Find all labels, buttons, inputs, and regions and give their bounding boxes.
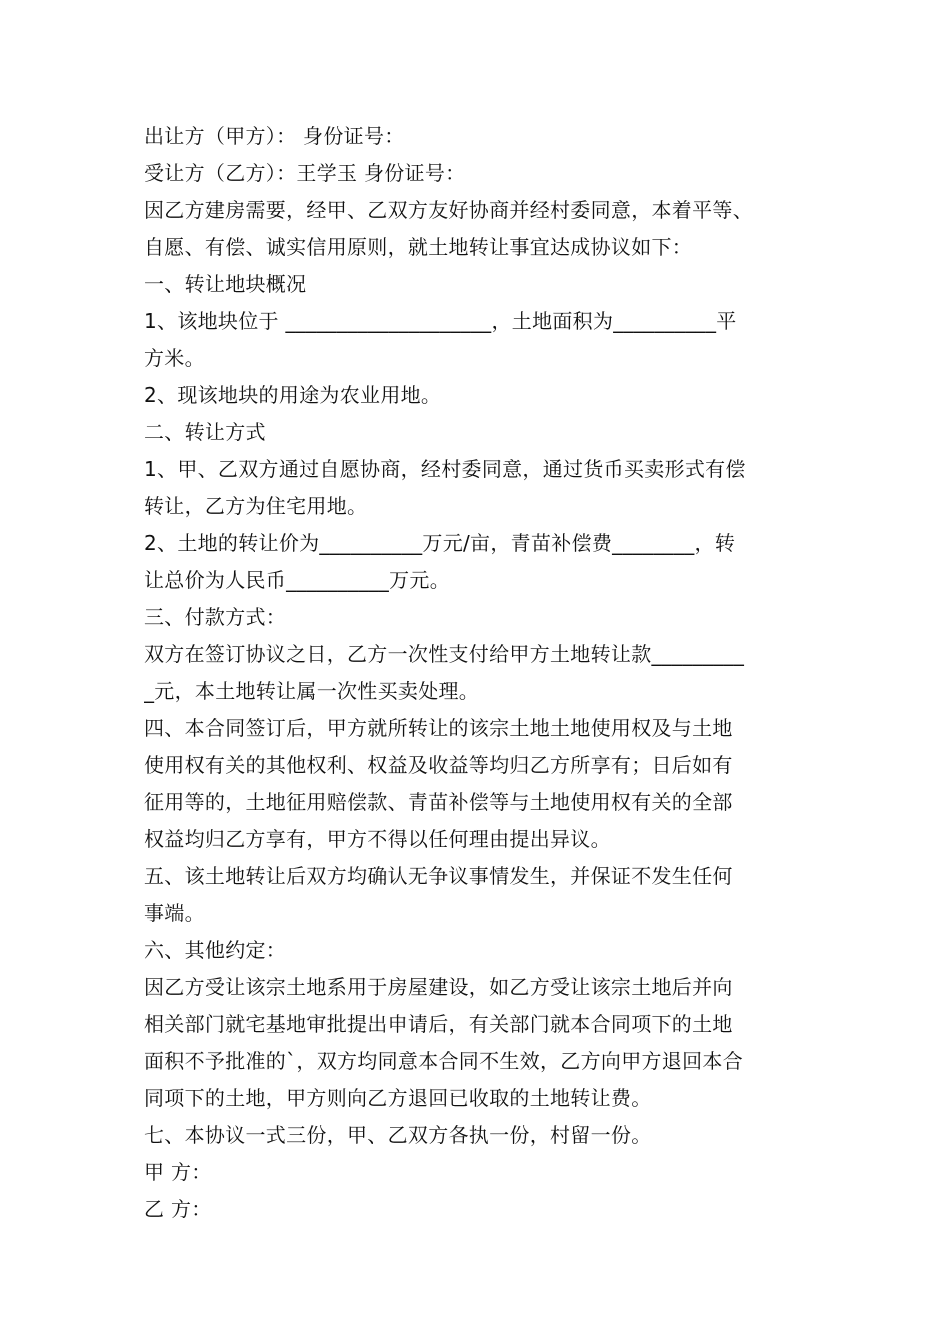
clause-line: 让总价为人民币__________万元。: [144, 568, 450, 592]
clause-line: 面积不予批准的`，双方均同意本合同不生效，乙方向甲方退回本合: [144, 1049, 743, 1073]
section-heading: 一、转让地块概况: [144, 272, 307, 296]
clause-line: 因乙方受让该宗土地系用于房屋建设，如乙方受让该宗土地后并向: [144, 975, 733, 999]
clause-line: 五、该土地转让后双方均确认无争议事情发生，并保证不发生任何: [144, 864, 733, 888]
clause-line: 1、该地块位于 ____________________，土地面积为__________平: [144, 309, 737, 333]
party-b-line: 受让方（乙方）：王学玉 身份证号：: [144, 161, 466, 185]
document-body: [144, 118, 814, 1228]
clause-line: 相关部门就宅基地审批提出申请后，有关部门就本合同项下的土地: [144, 1012, 733, 1036]
section-heading: 三、付款方式：: [144, 605, 287, 629]
signature-party-a: 甲 方：: [144, 1160, 212, 1184]
section-heading: 二、转让方式: [144, 420, 266, 444]
clause-line: 七、本协议一式三份，甲、乙双方各执一份，村留一份。: [144, 1123, 652, 1147]
clause-line: 2、现该地块的用途为农业用地。: [144, 383, 442, 407]
clause-line: _元，本土地转让属一次性买卖处理。: [144, 679, 480, 703]
signature-party-b: 乙 方：: [144, 1197, 212, 1221]
party-a-line: 出让方（甲方）： 身份证号：: [144, 124, 405, 148]
clause-line: 四、本合同签订后，甲方就所转让的该宗土地土地使用权及与土地: [144, 716, 733, 740]
clause-line: 使用权有关的其他权利、权益及收益等均归乙方所享有；日后如有: [144, 753, 733, 777]
clause-line: 2、土地的转让价为__________万元/亩，青苗补偿费________，转: [144, 531, 736, 555]
clause-line: 转让，乙方为住宅用地。: [144, 494, 368, 518]
clause-line: 事端。: [144, 901, 205, 925]
section-heading: 六、其他约定：: [144, 938, 287, 962]
preamble-line: 因乙方建房需要，经甲、乙双方友好协商并经村委同意，本着平等、: [144, 198, 753, 222]
preamble-line: 自愿、有偿、诚实信用原则，就土地转让事宜达成协议如下：: [144, 235, 693, 259]
clause-line: 方米。: [144, 346, 205, 370]
clause-line: 同项下的土地，甲方则向乙方退回已收取的土地转让费。: [144, 1086, 652, 1110]
clause-line: 征用等的，土地征用赔偿款、青苗补偿等与土地使用权有关的全部: [144, 790, 733, 814]
clause-line: 权益均归乙方享有，甲方不得以任何理由提出异议。: [144, 827, 611, 851]
clause-line: 1、甲、乙双方通过自愿协商，经村委同意，通过货币买卖形式有偿: [144, 457, 746, 481]
clause-line: 双方在签订协议之日，乙方一次性支付给甲方土地转让款_________: [144, 642, 745, 666]
